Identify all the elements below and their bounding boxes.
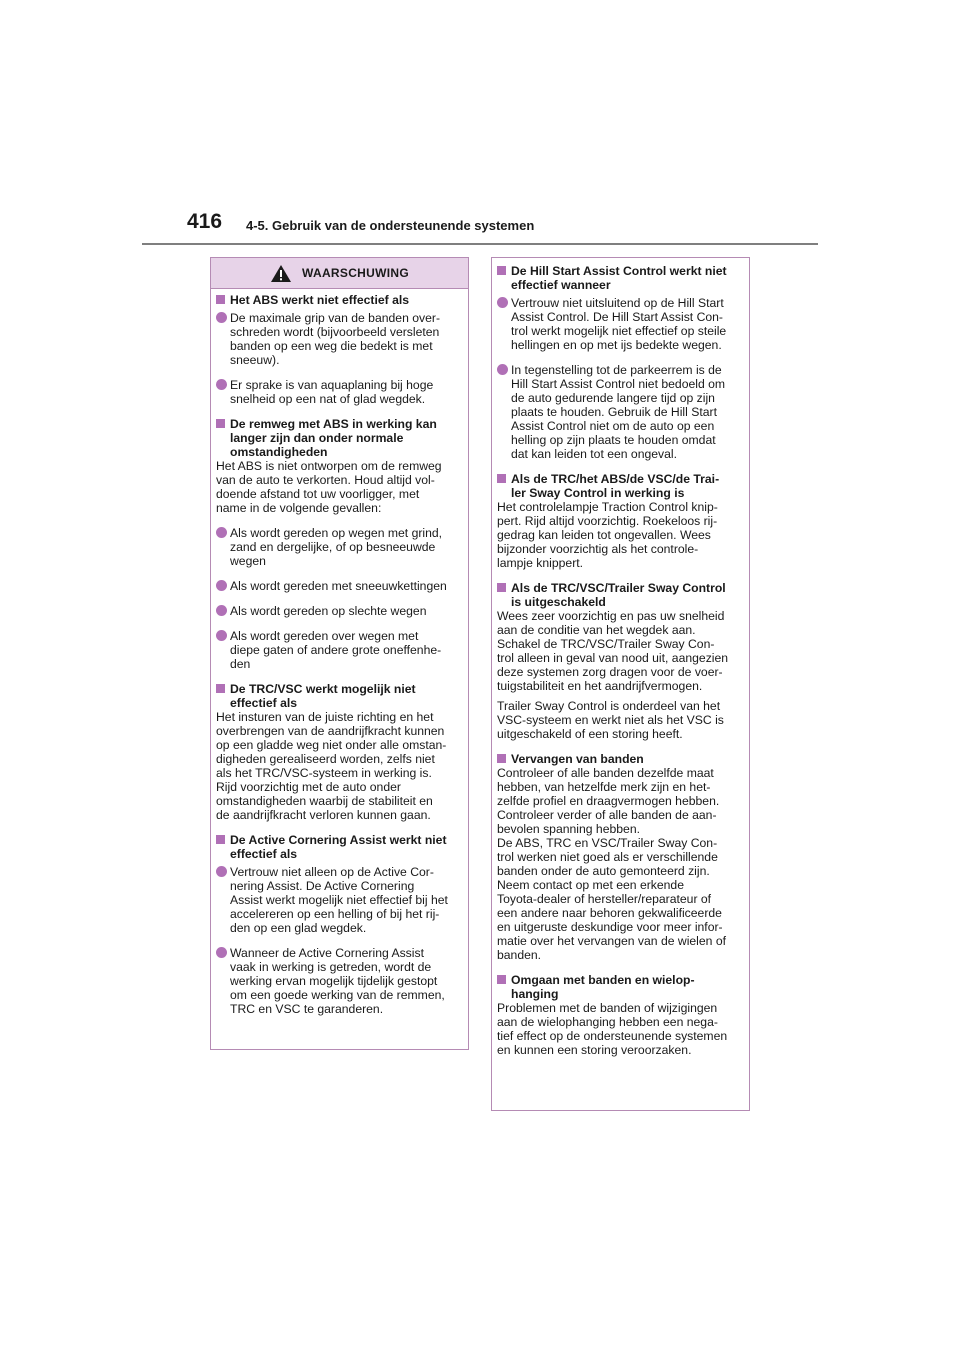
item-text: De Active Cornering Assist werkt niet effectief als <box>230 833 447 861</box>
bullet-item <box>216 865 463 935</box>
round-bullet-icon <box>216 947 227 958</box>
page-number: 416 <box>187 210 223 233</box>
bullet-item <box>497 363 744 461</box>
text-paragraph <box>497 500 744 570</box>
item-text: Als wordt gereden op wegen met grind, zand en dergelijke, of op besneeuwde wegen <box>230 526 443 568</box>
round-bullet-icon <box>497 297 508 308</box>
round-bullet-icon <box>216 605 227 616</box>
section-heading <box>216 417 463 459</box>
section-title: 4-5. Gebruik van de ondersteunende systemen <box>246 218 535 233</box>
item-text: Als de TRC/VSC/Trailer Sway Control is uitgeschakeld <box>511 581 726 609</box>
item-text: Controleer of alle banden dezelfde maat hebben, van hetzelfde merk zijn en het- zelfde profiel en draagvermogen hebben. Controleer verder of alle banden de aan- bevolen spanning hebben. De ABS, TRC en VSC/Trailer Sway Con- trol werken niet goed als er verschillende banden onder de auto gemonteerd zijn. Neem contact op met een erkende Toyota-dealer of hersteller/reparateur of een andere naar behoren gekwalificeerde en uitgeruste deskundige voor meer infor- matie over het vervangen van de wielen of banden. <box>497 766 726 962</box>
bullet-item <box>216 378 463 406</box>
item-text: In tegenstelling tot de parkeerrem is de Hill Start Assist Control niet bedoeld om de auto gedurende langere tijd op zijn plaats te houden. Gebruik de Hill Start Assist Control niet om de auto op een helling op zijn plaats te houden omdat dat kan leiden tot een ongeval. <box>511 363 726 461</box>
section-heading <box>497 264 744 292</box>
header-rule <box>142 243 818 245</box>
item-text: Als wordt gereden over wegen met diepe gaten of andere grote oneffenhe- den <box>230 629 442 671</box>
bullet-item <box>216 946 463 1016</box>
item-text: Problemen met de banden of wijzigingen aan de wielophanging hebben een nega- tief effect op de ondersteunende systemen en kunnen een storing veroorzaken. <box>497 1001 728 1057</box>
square-bullet-icon <box>216 295 225 304</box>
item-text: Vertrouw niet alleen op de Active Cor- nering Assist. De Active Cornering Assist werkt mogelijk niet effectief bij het accelereren op een helling of bij het rij- den op een glad wegdek. <box>230 865 448 935</box>
section-heading <box>497 752 744 766</box>
section-heading <box>216 833 463 861</box>
section-heading <box>216 682 463 710</box>
item-text: Als wordt gereden op slechte wegen <box>230 604 427 618</box>
item-text: De remweg met ABS in werking kan langer zijn dan onder normale omstandigheden <box>230 417 437 459</box>
round-bullet-icon <box>497 364 508 375</box>
bullet-item <box>497 296 744 352</box>
text-paragraph <box>497 766 744 962</box>
warning-title: WAARSCHUWING <box>302 266 409 280</box>
round-bullet-icon <box>216 580 227 591</box>
text-paragraph <box>216 710 463 822</box>
bullet-item <box>216 604 463 618</box>
warning-triangle-icon <box>270 264 292 283</box>
section-heading <box>497 581 744 609</box>
warning-header <box>211 258 468 289</box>
item-text: Het ABS werkt niet effectief als <box>230 293 410 307</box>
bullet-item <box>216 629 463 671</box>
square-bullet-icon <box>497 975 506 984</box>
text-paragraph <box>497 1001 744 1057</box>
item-text: Het controlelampje Traction Control knip- pert. Rijd altijd voorzichtig. Roekeloos rij- gedrag kan leiden tot ongevallen. Wees bijzonder voorzichtig als het controle- lampje knippert. <box>497 500 718 570</box>
bullet-item <box>216 579 463 593</box>
warning-box-left <box>210 257 469 1050</box>
bullet-item <box>216 526 463 568</box>
item-text: Wanneer de Active Cornering Assist vaak in werking is getreden, wordt de werking ervan mogelijk tijdelijk gestopt om een goede werking van de remmen, TRC en VSC te garanderen. <box>230 946 445 1016</box>
square-bullet-icon <box>497 474 506 483</box>
item-text: De maximale grip van de banden over- schreden wordt (bijvoorbeeld versleten banden op een weg die bedekt is met sneeuw). <box>230 311 441 367</box>
item-text: Wees zeer voorzichtig en pas uw snelheid aan de conditie van het wegdek aan. Schakel de TRC/VSC/Trailer Sway Con- trol alleen in geval van nood uit, aangezien deze systemen zorg dragen voor de voer- tuigstabiliteit en het aandrijfvermogen. <box>497 609 729 693</box>
right-column-content <box>492 258 749 1057</box>
round-bullet-icon <box>216 866 227 877</box>
item-text: Het ABS is niet ontworpen om de remweg van de auto te verkorten. Houd altijd vol- doende afstand tot uw voorligger, met name in de volgende gevallen: <box>216 459 442 515</box>
item-text: Vervangen van banden <box>511 752 644 766</box>
section-heading <box>497 973 744 1001</box>
text-paragraph <box>216 459 463 515</box>
item-text: De Hill Start Assist Control werkt niet effectief wanneer <box>511 264 727 292</box>
left-column-content <box>211 289 468 1016</box>
square-bullet-icon <box>216 835 225 844</box>
bullet-item <box>216 311 463 367</box>
item-text: Trailer Sway Control is onderdeel van het VSC-systeem en werkt niet als het VSC is uitgeschakeld of een storing heeft. <box>497 699 724 741</box>
round-bullet-icon <box>216 312 227 323</box>
round-bullet-icon <box>216 527 227 538</box>
item-text: Vertrouw niet uitsluitend op de Hill Start Assist Control. De Hill Start Assist Con- trol werkt mogelijk niet effectief op steile hellingen en op met ijs bedekte wegen. <box>511 296 727 352</box>
section-heading <box>216 293 463 307</box>
square-bullet-icon <box>497 266 506 275</box>
round-bullet-icon <box>216 630 227 641</box>
square-bullet-icon <box>497 754 506 763</box>
square-bullet-icon <box>216 684 225 693</box>
item-text: Als de TRC/het ABS/de VSC/de Trai- ler Sway Control in werking is <box>511 472 720 500</box>
round-bullet-icon <box>216 379 227 390</box>
item-text: Er sprake is van aquaplaning bij hoge snelheid op een nat of glad wegdek. <box>230 378 434 406</box>
square-bullet-icon <box>216 419 225 428</box>
warning-box-right <box>491 257 750 1111</box>
item-text: Omgaan met banden en wielop- hanging <box>511 973 695 1001</box>
item-text: Als wordt gereden met sneeuwkettingen <box>230 579 447 593</box>
item-text: De TRC/VSC werkt mogelijk niet effectief als <box>230 682 416 710</box>
section-heading <box>497 472 744 500</box>
square-bullet-icon <box>497 583 506 592</box>
text-paragraph <box>497 699 744 741</box>
item-text: Het insturen van de juiste richting en het overbrengen van de aandrijfkracht kunnen op een gladde weg niet onder alle omstan- digheden gerealiseerd worden, zelfs niet als het TRC/VSC-systeem in werking is. Rijd voorzichtig met de auto onder omstandigheden waarbij de stabiliteit en de aandrijfkracht verloren kunnen gaan. <box>216 710 447 822</box>
text-paragraph <box>497 609 744 693</box>
